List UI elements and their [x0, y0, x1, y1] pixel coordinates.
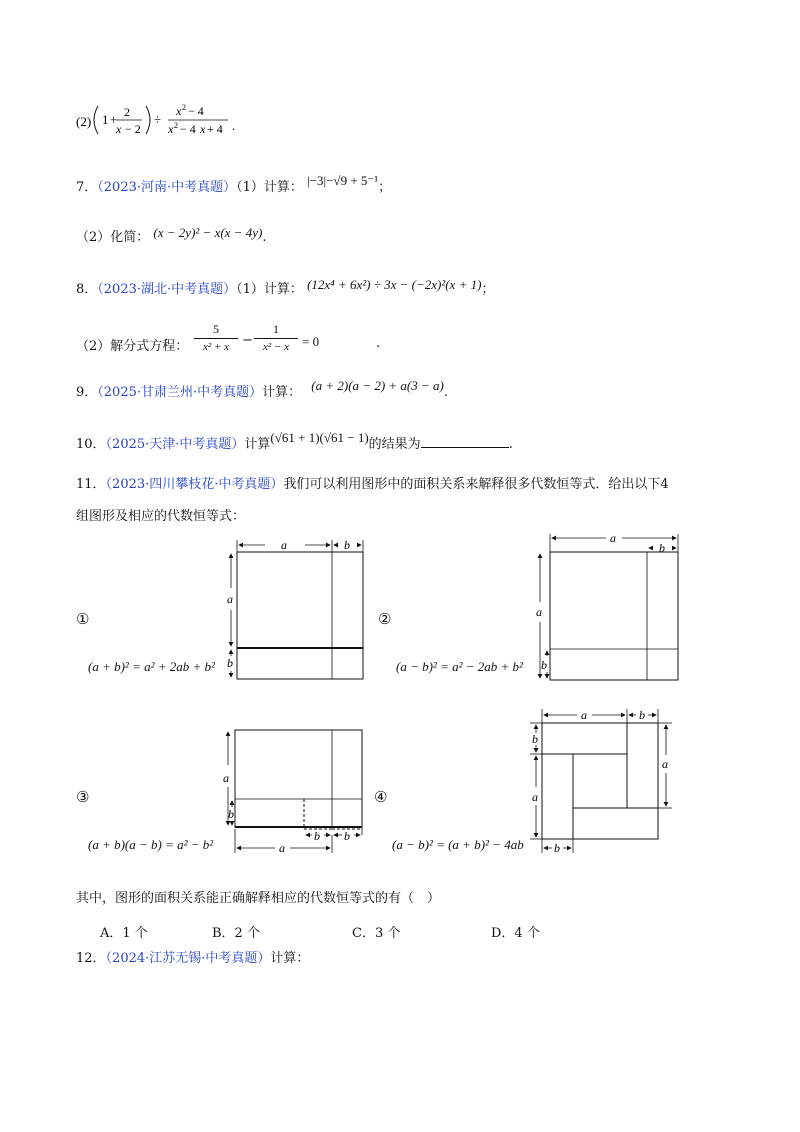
q8-part2-label: （2）解分式方程：	[76, 339, 189, 354]
option-c[interactable]: C．3 个	[352, 926, 401, 941]
fig2-var-b-top: b	[659, 541, 665, 555]
option-b[interactable]: B．2 个	[212, 926, 260, 941]
q8-frac1-den: x² + x	[203, 341, 229, 353]
q7-end2: .	[262, 230, 267, 245]
q7-line2	[76, 225, 267, 245]
fig4-var-b-top: b	[639, 708, 645, 722]
q8-line2	[76, 322, 381, 360]
q9-expr: (a + 2)(a − 2) + a(3 − a)	[311, 378, 444, 393]
q6-label: (2)	[76, 114, 92, 129]
q11-line2	[76, 510, 245, 523]
fig3-var-b-bottom1: b	[314, 829, 320, 843]
fig1-var-a-side: a	[227, 592, 233, 606]
q12-text: 计算：	[270, 951, 310, 966]
q7-end1: ；	[378, 180, 392, 195]
figure-3	[220, 725, 370, 855]
fig2-label: ②	[378, 610, 392, 628]
svg-text:− 4: − 4	[180, 122, 196, 136]
q12-line	[76, 952, 309, 965]
figure-4	[522, 705, 682, 855]
q8-fraction-1	[194, 322, 238, 353]
svg-text:− 4: − 4	[188, 104, 204, 118]
q9-line	[76, 378, 449, 400]
q7-line1	[76, 173, 392, 195]
svg-text:x: x	[116, 122, 122, 136]
q11-source: （2023·四川攀枝花·中考真题）	[105, 477, 284, 492]
q7-number: 7．	[76, 180, 98, 195]
q9-source: （2025·甘肃兰州·中考真题）	[97, 385, 263, 400]
q7-part1-label: （1）计算：	[236, 180, 303, 195]
q12-source: （2024·江苏无锡·中考真题）	[105, 951, 271, 966]
svg-text:x: x	[176, 104, 182, 118]
q12-number: 12．	[76, 951, 106, 966]
q6-expression	[76, 100, 246, 140]
q8-minus: −	[242, 333, 253, 348]
q8-line1	[76, 277, 495, 297]
fig3-var-b-bottom2: b	[344, 829, 350, 843]
q8-end1: ；	[481, 282, 495, 297]
q10-line	[76, 430, 513, 452]
fig4-var-a-right: a	[662, 757, 668, 771]
q11-text-b: 组图形及相应的代数恒等式：	[76, 509, 246, 524]
q8-end2: .	[376, 336, 381, 351]
identity-3: (a + b)(a − b) = a² − b²	[88, 837, 214, 852]
q10-text2: 的结果为	[368, 437, 421, 452]
svg-text:÷: ÷	[154, 112, 162, 127]
q8-rhs: = 0	[302, 334, 320, 349]
option-a[interactable]: A．1 个	[100, 926, 148, 941]
fig3-var-a-side: a	[223, 771, 229, 785]
q8-frac2-num: 1	[254, 322, 298, 339]
q7-expr2: (x − 2y)² − x(x − 4y)	[153, 225, 263, 240]
q8-part1-label: （1）计算：	[236, 282, 303, 297]
fig3-var-b-side: b	[228, 807, 234, 821]
q7-part2-label: （2）化简：	[76, 230, 150, 245]
svg-text:+: +	[110, 112, 118, 127]
q11-number: 11．	[76, 477, 106, 492]
fig2-var-b-side: b	[541, 658, 547, 672]
fig3-label: ③	[76, 788, 90, 806]
figure-2	[530, 530, 685, 685]
q6-end: .	[232, 118, 236, 133]
q9-number: 9．	[76, 385, 98, 400]
svg-text:+ 4: + 4	[207, 122, 223, 136]
figure-1	[225, 538, 375, 688]
identity-4: (a − b)² = (a + b)² − 4ab	[392, 837, 524, 852]
identity-1: (a + b)² = a² + 2ab + b²	[88, 659, 215, 674]
fig2-var-a-top: a	[610, 531, 616, 545]
svg-text:1: 1	[102, 112, 109, 127]
q8-source: （2023·湖北·中考真题）	[97, 282, 237, 297]
svg-text:x: x	[200, 122, 206, 136]
svg-text:− 2: − 2	[125, 122, 141, 136]
fig4-var-a-top: a	[581, 708, 587, 722]
q10-number: 10．	[76, 437, 106, 452]
fig2-var-a-side: a	[536, 605, 542, 619]
svg-text:2: 2	[182, 103, 186, 112]
fig4-var-b-left: b	[532, 732, 538, 746]
fig3-var-a-bottom: a	[279, 841, 285, 855]
svg-text:2: 2	[174, 121, 178, 130]
q7-source: （2023·河南·中考真题）	[97, 180, 237, 195]
fig1-var-a-top: a	[281, 538, 287, 552]
q8-expr1: (12x⁴ + 6x²) ÷ 3x − (−2x)²(x + 1)	[307, 277, 482, 292]
q8-frac2-den: x² − x	[263, 341, 289, 353]
svg-text:x: x	[168, 122, 174, 136]
q10-answer-blank[interactable]	[421, 437, 509, 448]
q11-question: 其中，图形的面积关系能正确解释相应的代数恒等式的有（ ）	[76, 891, 441, 906]
q11-line1	[76, 478, 669, 491]
fig4-label: ④	[374, 788, 388, 806]
identity-2: (a − b)² = a² − 2ab + b²	[396, 659, 523, 674]
fig1-var-b-top: b	[344, 538, 350, 552]
q9-text: 计算：	[262, 385, 302, 400]
q8-fraction-2	[254, 322, 298, 353]
fig1-var-b-side: b	[227, 656, 233, 670]
fig4-var-b-bottom: b	[554, 841, 560, 855]
q10-source: （2025·天津·中考真题）	[105, 437, 245, 452]
option-d[interactable]: D．4 个	[491, 926, 540, 941]
q10-expr: (√61 + 1)(√61 − 1)	[270, 430, 369, 445]
q9-end: .	[443, 385, 449, 400]
svg-text:2: 2	[124, 105, 130, 119]
fig4-var-a-left: a	[532, 790, 538, 804]
q11-text-a: 我们可以利用图形中的面积关系来解释很多代数恒等式．给出以下4	[283, 477, 669, 492]
q10-text1: 计算	[244, 437, 271, 452]
q8-frac1-num: 5	[194, 322, 238, 339]
q10-end: .	[508, 437, 513, 452]
fig1-label: ①	[76, 610, 90, 628]
q8-number: 8．	[76, 282, 98, 297]
q7-expr1: |−3|−√9 + 5⁻¹	[307, 173, 379, 188]
